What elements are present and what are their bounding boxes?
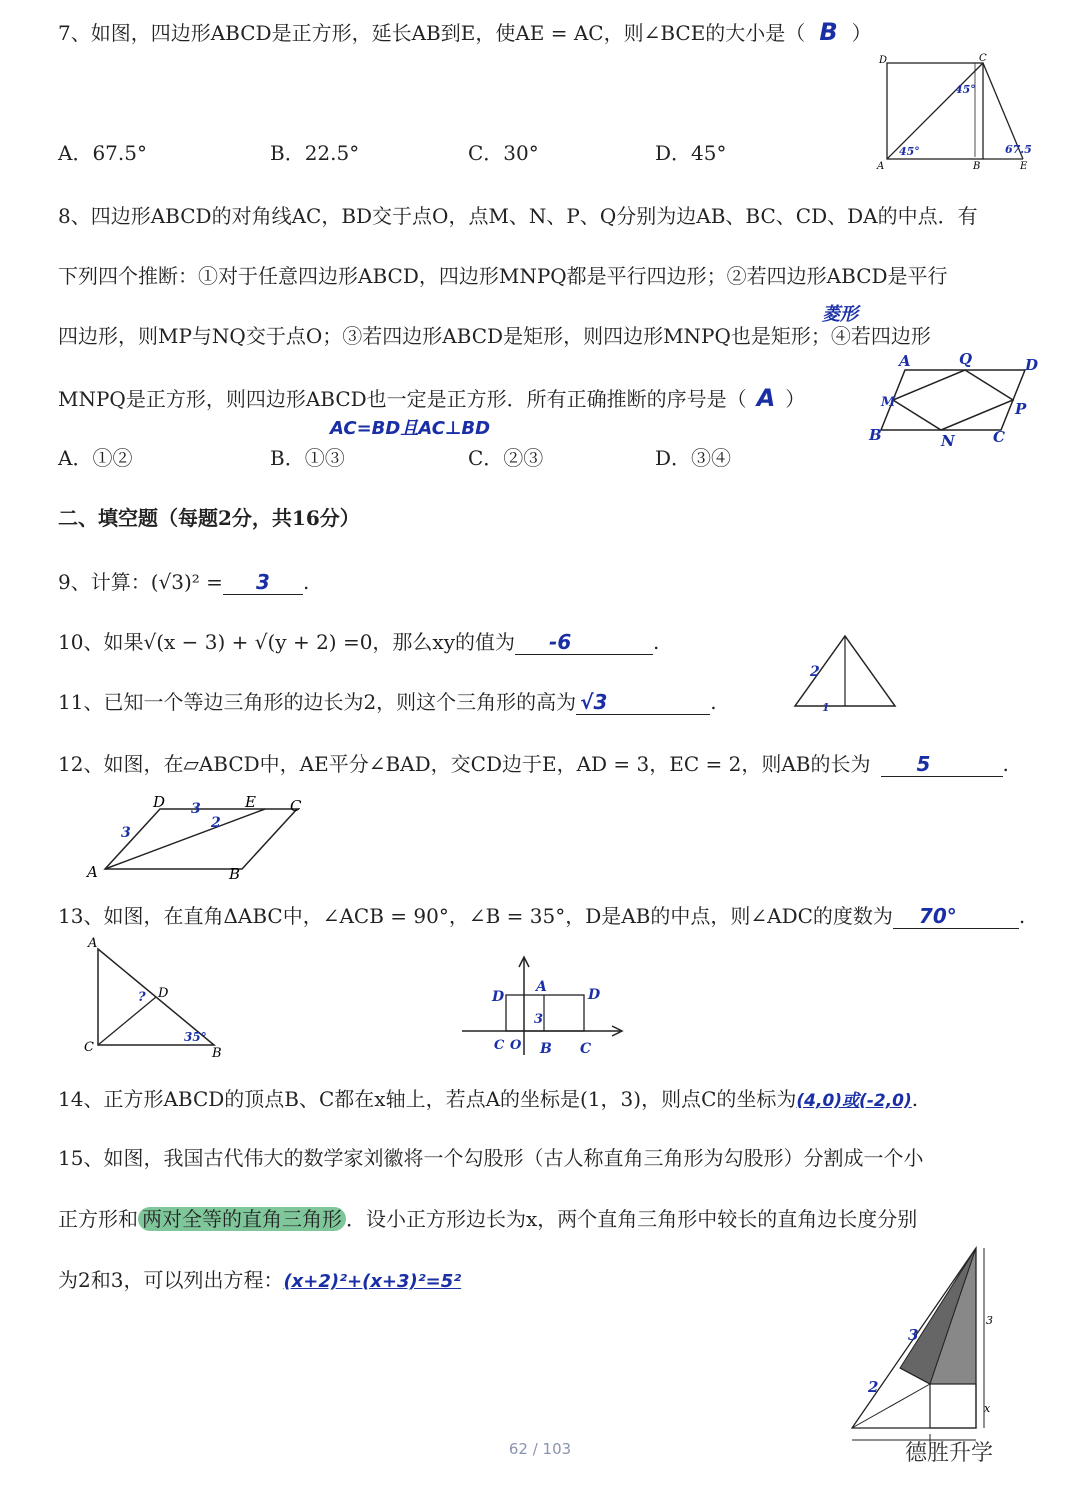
q8-option-c: C．②③ — [468, 446, 544, 470]
q7-label-a: A — [877, 161, 885, 172]
q15-line3: 为2和3，可以列出方程：(x+2)²+(x+3)²=5² — [58, 1268, 462, 1292]
q8-option-d: D．③④ — [655, 446, 732, 470]
q12-label-c: C — [290, 797, 302, 815]
q9-answer: 3 — [255, 570, 270, 594]
q11-side-label: 2 — [810, 664, 820, 680]
q7-ang1: 45° — [955, 83, 976, 96]
q15-label-3-side: 3 — [986, 1314, 993, 1327]
q12-label-d: D — [153, 793, 166, 811]
q15-line2: 正方形和 两对全等的直角三角形 ．设小正方形边长为x，两个直角三角形中较长的直角边长度分别 — [58, 1207, 918, 1231]
q7-figure — [875, 55, 1035, 175]
q7-label-d: D — [879, 55, 888, 66]
q12-note-3a: 3 — [121, 825, 131, 841]
q7-ang2: 45° — [899, 145, 920, 158]
q12-blank — [881, 752, 1003, 777]
q11-blank — [576, 690, 710, 715]
q8-parallelogram — [881, 370, 1025, 430]
q13-note-ang: 35° — [184, 1030, 207, 1044]
q8-label-p: P — [1015, 400, 1027, 418]
q12-figure — [85, 793, 315, 883]
q12: 12、如图，在▱ABCD中，AE平分∠BAD，交CD边于E，AD = 3，EC = 2，则AB的长为 5 . — [58, 752, 1009, 776]
q13-label-d: D — [158, 986, 169, 1001]
q13-label-b: B — [212, 1046, 222, 1061]
q15-small-square — [930, 1384, 976, 1428]
page-number: 62 / 103 — [508, 1440, 572, 1458]
q8-line1: 8、四边形ABCD的对角线AC，BD交于点O，点M、N、P、Q分别为边AB、BC、CD、DA的中点．有 — [58, 204, 978, 228]
q8-label-m: M — [881, 395, 896, 410]
q10: 10、如果√(x − 3) + √(y + 2) =0，那么xy的值为 -6 . — [58, 630, 660, 654]
q15-label-x: x — [984, 1402, 991, 1415]
q15-note-2: 2 — [868, 1378, 879, 1396]
q12-label-e: E — [245, 793, 256, 811]
q8-note-rhombus: 菱形 — [822, 304, 858, 325]
q15-answer: (x+2)²+(x+3)²=5² — [283, 1271, 462, 1292]
q8-line2: 下列四个推断：①对于任意四边形ABCD，四边形MNPQ都是平行四边形；②若四边形ABCD是平行 — [58, 264, 948, 288]
q8-label-q: Q — [959, 350, 973, 368]
q9: 9、计算：(√3)² = 3 . — [58, 570, 310, 594]
q12-note-2: 2 — [211, 815, 221, 831]
coord-label-d1: D — [492, 989, 505, 1005]
coord-label-d2: D — [588, 987, 601, 1003]
q11-answer: √3 — [580, 690, 608, 714]
q15-seg-2 — [852, 1384, 930, 1428]
q8-figure — [865, 350, 1045, 450]
coord-label-b: B — [540, 1041, 552, 1057]
q13-coord-figure — [460, 955, 630, 1060]
q11: 11、已知一个等边三角形的边长为2，则这个三角形的高为 √3 . — [58, 690, 717, 714]
q10-blank — [515, 630, 653, 655]
q7-option-d: D．45° — [655, 141, 727, 165]
q7-option-c: C．30° — [468, 141, 539, 165]
q14-answer: (4,0)或(-2,0) — [796, 1091, 912, 1111]
q12-label-b: B — [229, 865, 241, 883]
q12-parallelogram — [105, 809, 297, 869]
q8-label-n: N — [941, 432, 955, 450]
q13-coord-rect — [506, 995, 584, 1031]
coord-label-c2: C — [580, 1041, 592, 1057]
q7-option-a: A．67.5° — [58, 141, 147, 165]
section-2-title: 二、填空题（每题2分，共16分） — [58, 506, 360, 530]
q9-blank — [223, 570, 303, 595]
q15-line1: 15、如图，我国古代伟大的数学家刘徽将一个勾股形（古人称直角三角形为勾股形）分割成一个小 — [58, 1146, 924, 1170]
q13-blank — [893, 904, 1019, 929]
q13-label-c: C — [84, 1040, 94, 1055]
q13-median — [98, 997, 156, 1045]
q15-figure — [848, 1244, 998, 1449]
q13: 13、如图，在直角ΔABC中，∠ACB = 90°，∠B = 35°，D是AB的中点，则∠ADC的度数为 70° . — [58, 904, 1026, 928]
q8-label-a: A — [899, 352, 911, 370]
q12-note-3b: 3 — [191, 801, 201, 817]
q15-highlight: 两对全等的直角三角形 — [138, 1207, 346, 1231]
q8-label-d: D — [1025, 356, 1039, 374]
q7-option-b: B．22.5° — [270, 141, 360, 165]
q11-half-label: 1 — [822, 701, 830, 714]
q13-note-q: ? — [138, 990, 146, 1005]
q15-note-3: 3 — [908, 1326, 919, 1344]
q8-line4: MNPQ是正方形，则四边形ABCD也一定是正方形．所有正确推断的序号是（ A ） — [58, 384, 806, 412]
q14: 14、正方形ABCD的顶点B、C都在x轴上，若点A的坐标是(1，3)，则点C的坐标为(4,0)或(-2,0). — [58, 1087, 919, 1111]
q12-label-a: A — [87, 863, 98, 881]
q8-line3: 四边形，则MP与NQ交于点O；③若四边形ABCD是矩形，则四边形MNPQ也是矩形；④若四边形 — [58, 324, 931, 348]
q8-option-b: B．①③ — [270, 446, 345, 470]
q13-label-a: A — [88, 936, 98, 951]
q7-answer: B — [819, 18, 838, 46]
coord-label-o: O — [510, 1038, 522, 1053]
watermark: 德胜升学 — [905, 1441, 994, 1466]
q8-label-c: C — [993, 428, 1005, 446]
q13-figure — [82, 935, 232, 1060]
q7-label-c: C — [979, 53, 987, 64]
q8-note-condition: AC=BD且AC⊥BD — [330, 418, 491, 439]
q8-inner-quad — [893, 370, 1013, 430]
q10-answer: -6 — [549, 630, 572, 654]
q7-label-b: B — [973, 161, 981, 172]
coord-note-3: 3 — [534, 1012, 544, 1027]
q13-answer: 70° — [918, 904, 957, 928]
coord-label-a: A — [536, 979, 547, 995]
q7-ang3: 67.5 — [1005, 143, 1032, 156]
q8-answer: A — [756, 384, 776, 412]
q7-label-e: E — [1020, 161, 1028, 172]
coord-label-c1: C — [494, 1038, 505, 1053]
q7-stem: 7、如图，四边形ABCD是正方形，延长AB到E，使AE = AC，则∠BCE的大小是（ B ） — [58, 18, 872, 46]
q8-label-b: B — [869, 426, 882, 444]
q11-figure — [790, 632, 905, 712]
q8-option-a: A．①② — [58, 446, 133, 470]
q12-answer: 5 — [916, 752, 931, 776]
